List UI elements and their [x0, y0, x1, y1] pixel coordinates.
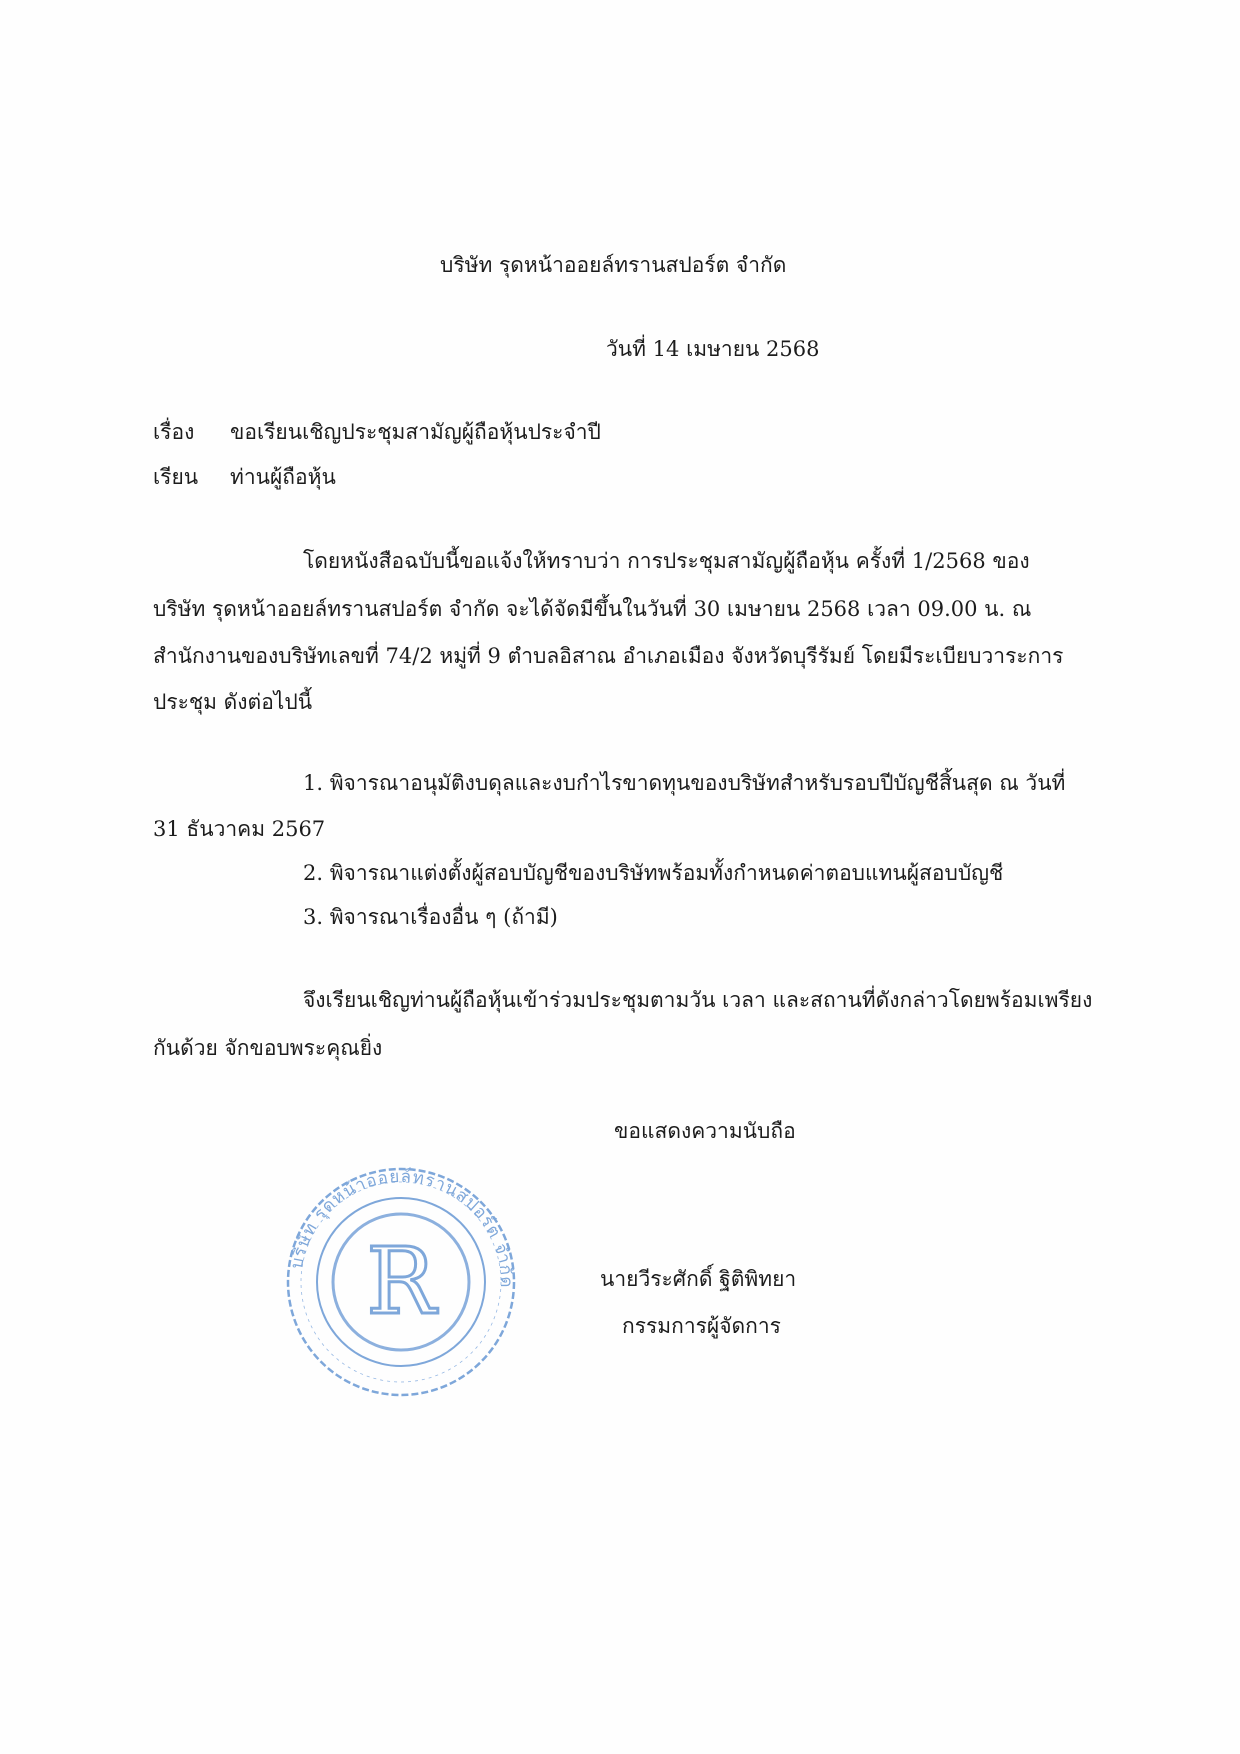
subject-label: เรื่อง	[153, 420, 195, 444]
agenda-item-3: 3. พิจารณาเรื่องอื่น ๆ (ถ้ามี)	[303, 905, 558, 929]
seal-ring-text: บริษัท รุดหน้าออยล์ทรานสปอร์ต จำกัด	[286, 1166, 517, 1289]
recipient-text: ท่านผู้ถือหุ้น	[230, 465, 336, 489]
body-line-3: สำนักงานของบริษัทเลขที่ 74/2 หมู่ที่ 9 ตำบลอิสาณ อำเภอเมือง จังหวัดบุรีรัมย์ โดยมีระเบียบวาระการ	[153, 644, 1064, 668]
company-header: บริษัท รุดหน้าออยล์ทรานสปอร์ต จำกัด	[440, 253, 787, 277]
body-line-4: ประชุม ดังต่อไปนี้	[153, 690, 313, 714]
company-seal-stamp	[270, 1165, 532, 1397]
closing-line-1: จึงเรียนเชิญท่านผู้ถือหุ้นเข้าร่วมประชุมตามวัน เวลา และสถานที่ดังกล่าวโดยพร้อมเพรียง	[303, 988, 1093, 1012]
closing-line-2: กันด้วย จักขอบพระคุณยิ่ง	[153, 1036, 383, 1060]
signatory-name: นายวีระศักดิ์ ฐิติพิทยา	[600, 1267, 797, 1291]
sign-off: ขอแสดงความนับถือ	[614, 1119, 796, 1143]
letter-date: วันที่ 14 เมษายน 2568	[606, 337, 820, 361]
recipient-label: เรียน	[153, 465, 199, 489]
subject-text: ขอเรียนเชิญประชุมสามัญผู้ถือหุ้นประจำปี	[230, 420, 601, 444]
agenda-item-1-continued: 31 ธันวาคม 2567	[153, 817, 326, 841]
signatory-title: กรรมการผู้จัดการ	[622, 1314, 781, 1338]
body-line-1: โดยหนังสือฉบับนี้ขอแจ้งให้ทราบว่า การประชุมสามัญผู้ถือหุ้น ครั้งที่ 1/2568 ของ	[303, 549, 1030, 573]
agenda-item-1: 1. พิจารณาอนุมัติงบดุลและงบกำไรขาดทุนของบริษัทสำหรับรอบปีบัญชีสิ้นสุด ณ วันที่	[303, 771, 1066, 795]
agenda-item-2: 2. พิจารณาแต่งตั้งผู้สอบบัญชีของบริษัทพร้อมทั้งกำหนดค่าตอบแทนผู้สอบบัญชี	[303, 861, 1004, 885]
body-line-2: บริษัท รุดหน้าออยล์ทรานสปอร์ต จำกัด จะได้จัดมีขึ้นในวันที่ 30 เมษายน 2568 เวลา 09.00 น. ณ	[153, 597, 1032, 621]
seal-letter: R	[366, 1228, 436, 1335]
